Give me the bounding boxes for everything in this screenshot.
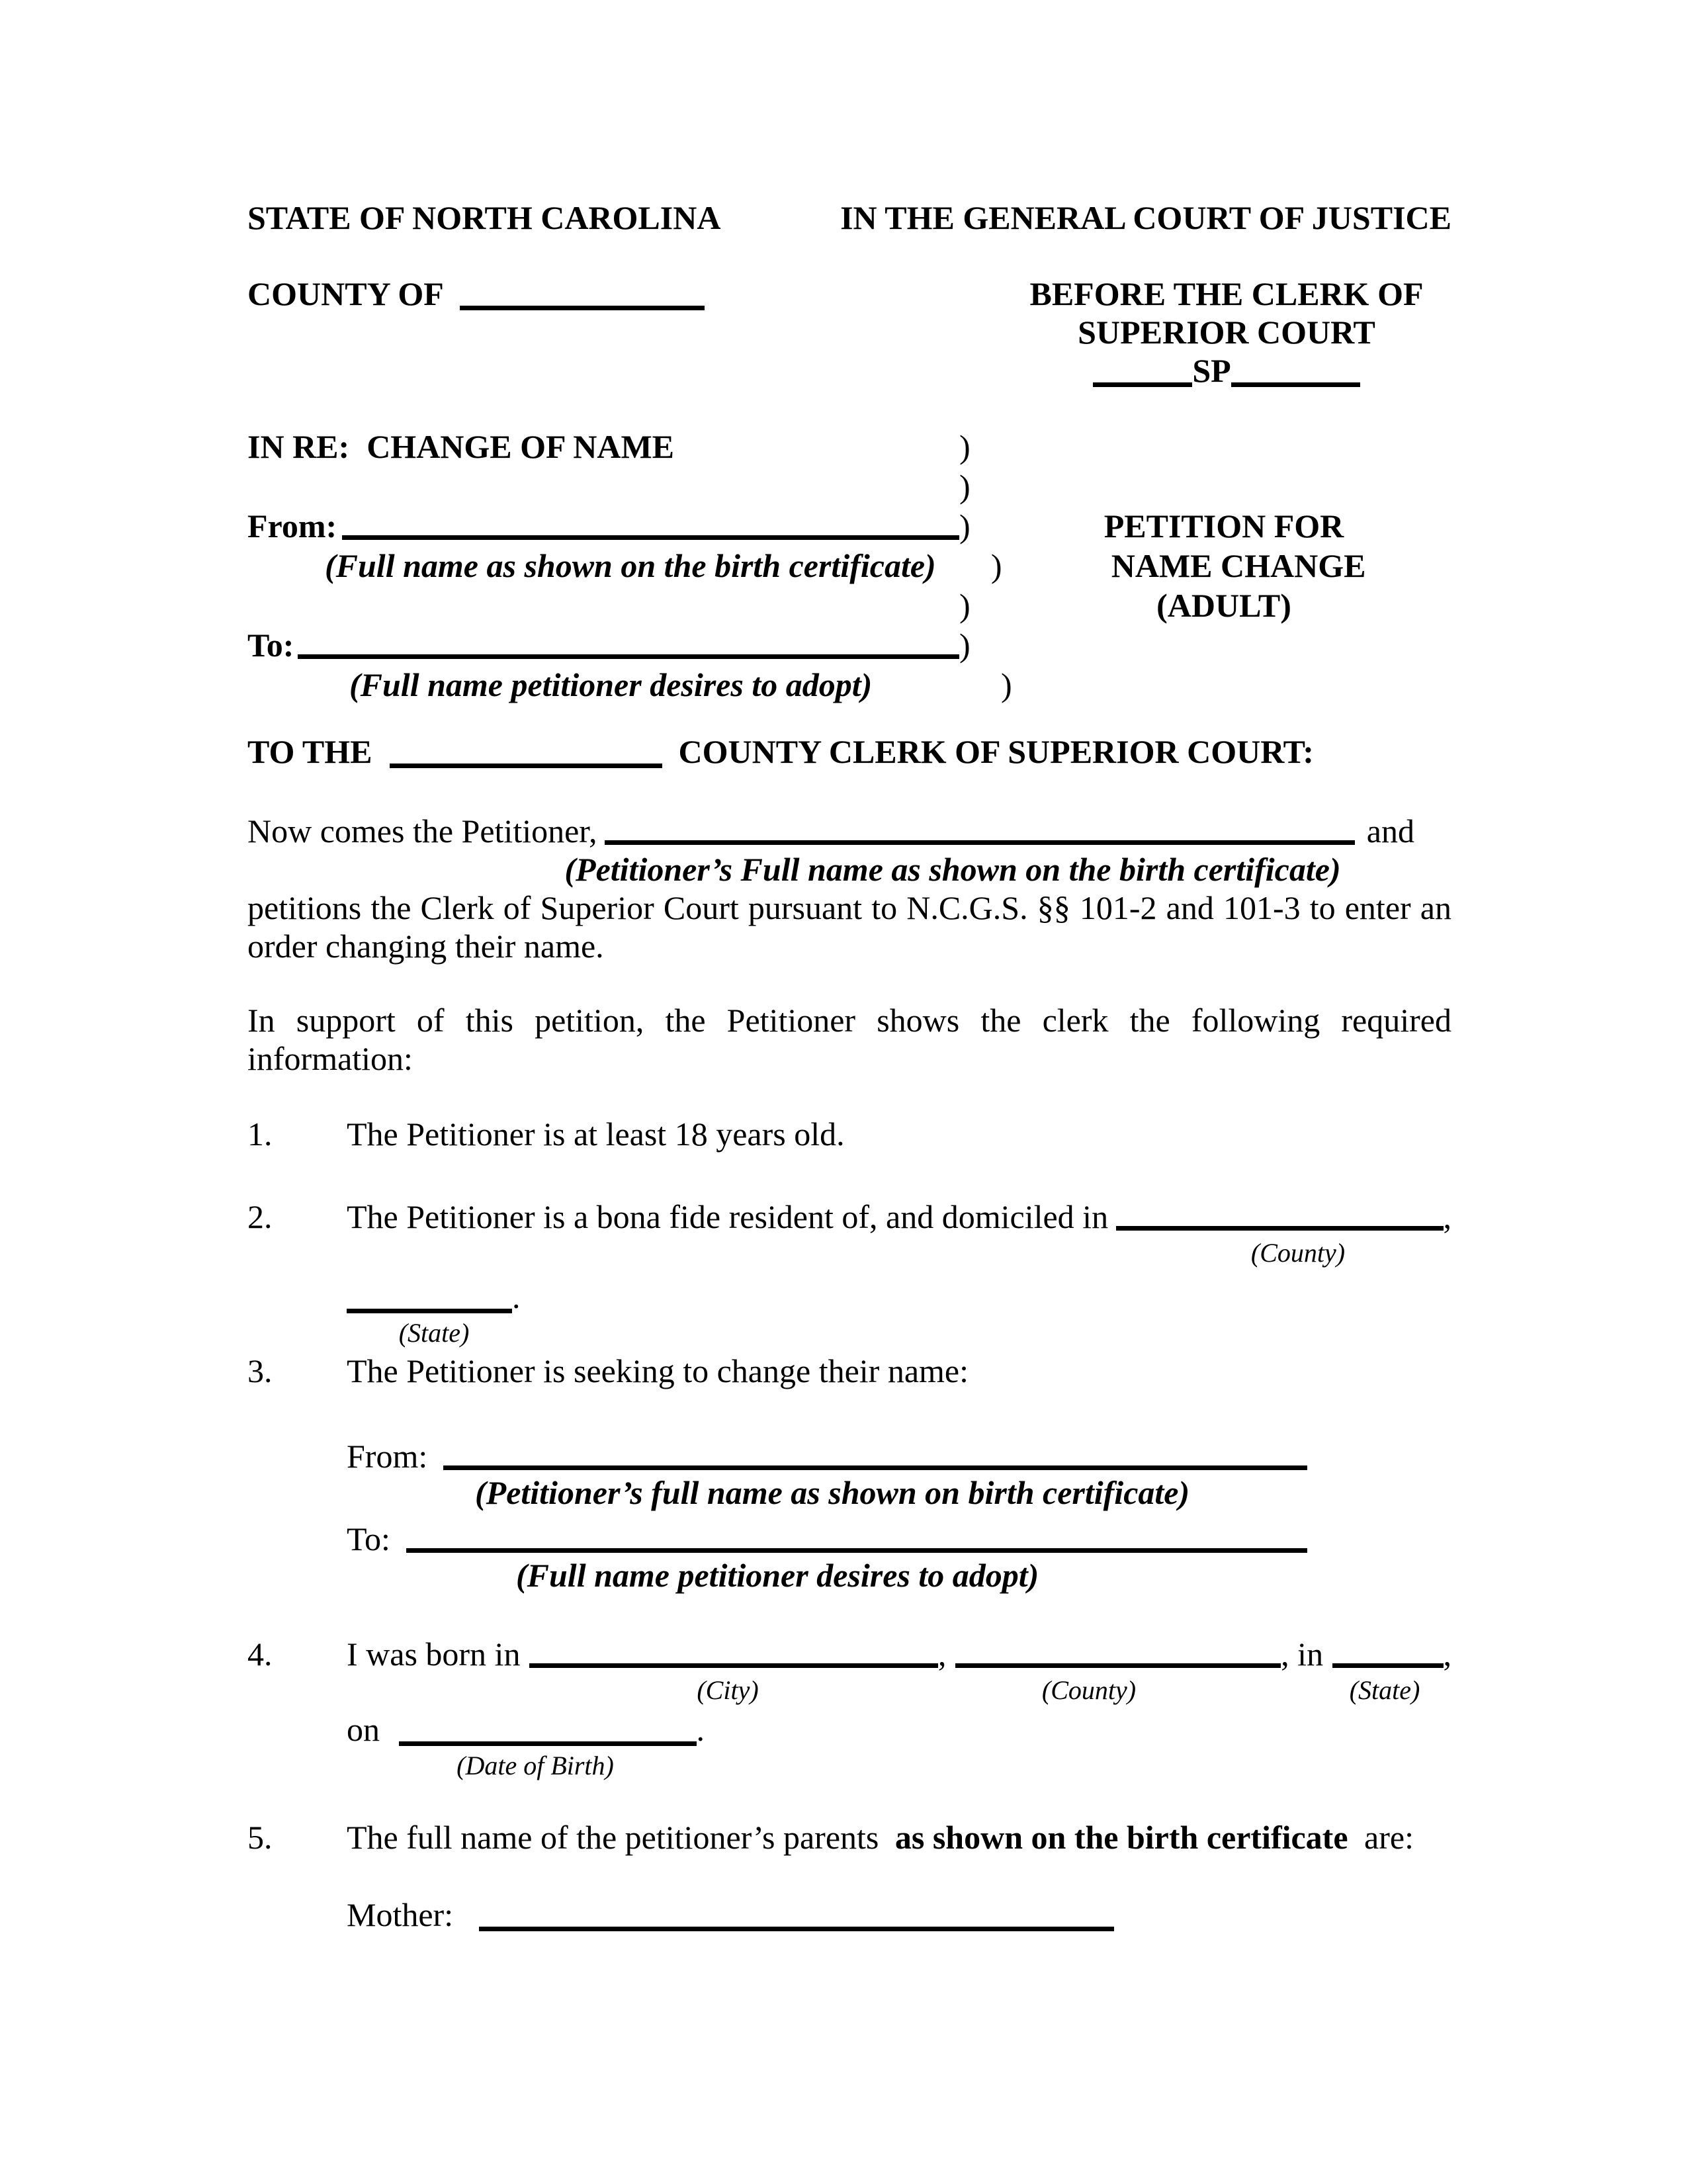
item-2-period: . bbox=[512, 1278, 521, 1315]
birth-place-line bbox=[347, 1635, 1451, 1673]
caption-row-to-note bbox=[247, 665, 1451, 705]
caption-paren: ) bbox=[959, 468, 971, 505]
item-4-on-word: on bbox=[347, 1711, 380, 1748]
petition-title-2: NAME CHANGE bbox=[1111, 547, 1366, 584]
caption-paren: ) bbox=[959, 587, 971, 624]
county-of-blank[interactable] bbox=[460, 306, 705, 310]
salutation-county-blank[interactable] bbox=[390, 764, 662, 768]
petitioner-name-blank[interactable] bbox=[605, 840, 1354, 845]
sp-case-number-line bbox=[1002, 351, 1451, 390]
sp-prefix-blank[interactable] bbox=[1093, 382, 1192, 387]
caption-paren: ) bbox=[1000, 666, 1012, 703]
item-1-number: 1. bbox=[247, 1115, 273, 1153]
birth-state-blank[interactable] bbox=[1332, 1663, 1443, 1668]
county-of-line bbox=[247, 275, 705, 390]
in-re-text: CHANGE OF NAME bbox=[367, 428, 674, 465]
header-row-2 bbox=[247, 275, 1451, 390]
caption-from-note: (Full name as shown on the birth certificate) bbox=[325, 547, 936, 584]
now-comes-text: Now comes the Petitioner, bbox=[247, 812, 597, 850]
court-title: IN THE GENERAL COURT OF JUSTICE bbox=[840, 199, 1451, 236]
county-of-label: COUNTY OF bbox=[247, 275, 443, 312]
state-field-label: (State) bbox=[398, 1318, 470, 1348]
item-1-text: The Petitioner is at least 18 years old. bbox=[347, 1115, 845, 1153]
birth-city-blank[interactable] bbox=[529, 1663, 937, 1668]
item-4-lead: I was born in bbox=[347, 1636, 521, 1673]
item-2-comma: , bbox=[1443, 1198, 1451, 1235]
change-from-label: From: bbox=[347, 1438, 428, 1475]
caption-to-name-blank[interactable] bbox=[298, 654, 959, 659]
residence-state-blank[interactable] bbox=[347, 1309, 512, 1313]
mother-label: Mother: bbox=[347, 1896, 454, 1933]
list-item-4 bbox=[247, 1635, 1451, 1783]
caption-paren: ) bbox=[959, 627, 971, 664]
state-title: STATE OF NORTH CAROLINA bbox=[247, 199, 721, 236]
list-item-5 bbox=[247, 1818, 1451, 1934]
salutation-to-the: TO THE bbox=[247, 733, 372, 770]
item-5-lead: The full name of the petitioner’s parents bbox=[347, 1819, 879, 1856]
caption-row-to bbox=[247, 625, 1451, 665]
item-4-comma-1: , bbox=[937, 1636, 947, 1673]
change-from-note: (Petitioner’s full name as shown on birth certificate) bbox=[475, 1474, 1190, 1511]
salutation-line bbox=[247, 732, 1451, 771]
list-item-1 bbox=[247, 1115, 1451, 1153]
item-5-bold: as shown on the birth certificate bbox=[894, 1819, 1348, 1856]
case-caption-block bbox=[247, 427, 1451, 705]
caption-to-label: To: bbox=[247, 627, 294, 664]
change-to-label: To: bbox=[347, 1520, 390, 1557]
residence-county-blank[interactable] bbox=[1116, 1226, 1443, 1231]
item-4-in-word: , in bbox=[1281, 1636, 1324, 1673]
change-to-note: (Full name petitioner desires to adopt) bbox=[516, 1557, 1039, 1594]
in-re-line bbox=[247, 427, 959, 466]
item-5-number: 5. bbox=[247, 1819, 273, 1856]
item-2-lead: The Petitioner is a bona fide resident of, and domiciled in bbox=[347, 1198, 1109, 1235]
caption-row-spacer-1 bbox=[247, 466, 1451, 506]
item-4-comma-2: , bbox=[1443, 1636, 1451, 1673]
salutation-rest: COUNTY CLERK OF SUPERIOR COURT: bbox=[678, 733, 1314, 770]
birth-date-blank[interactable] bbox=[399, 1741, 697, 1746]
residence-state-line bbox=[347, 1278, 1451, 1316]
state-label-row bbox=[347, 1316, 1451, 1350]
caption-row-spacer-2 bbox=[247, 586, 1451, 625]
opening-body: petitions the Clerk of Superior Court pursuant to N.C.G.S. §§ 101-2 and 101-3 to enter an order changing their name. bbox=[247, 889, 1451, 965]
dob-field-label: (Date of Birth) bbox=[456, 1751, 614, 1780]
item-4-number: 4. bbox=[247, 1636, 273, 1673]
list-item-3 bbox=[247, 1352, 1451, 1593]
support-paragraph: In support of this petition, the Petitioner shows the clerk the following required information: bbox=[247, 1002, 1451, 1077]
change-from-line bbox=[347, 1437, 1307, 1475]
petition-title-3: (ADULT) bbox=[1156, 587, 1291, 624]
mother-line bbox=[347, 1896, 1451, 1934]
opening-paragraph bbox=[247, 812, 1451, 965]
caption-row-from-note bbox=[247, 546, 1451, 586]
change-to-name-blank[interactable] bbox=[406, 1548, 1307, 1553]
change-from-name-blank[interactable] bbox=[443, 1465, 1307, 1470]
mother-name-blank[interactable] bbox=[479, 1927, 1114, 1931]
birth-state-field-label: (State) bbox=[1349, 1675, 1420, 1705]
city-field-label: (City) bbox=[697, 1675, 759, 1705]
caption-paren: ) bbox=[959, 507, 971, 545]
parents-line bbox=[347, 1818, 1451, 1856]
residence-line bbox=[347, 1198, 1451, 1236]
list-item-2 bbox=[247, 1198, 1451, 1350]
caption-from-label: From: bbox=[247, 507, 337, 545]
change-to-line bbox=[347, 1520, 1307, 1558]
item-5-tail: are: bbox=[1364, 1819, 1414, 1856]
birth-labels-row bbox=[347, 1673, 1451, 1708]
petition-title-1: PETITION FOR bbox=[1103, 507, 1344, 545]
sp-label: SP bbox=[1192, 352, 1231, 389]
item-3-lead: The Petitioner is seeking to change their name: bbox=[347, 1352, 969, 1389]
and-word: and bbox=[1366, 812, 1414, 850]
county-field-label: (County) bbox=[1250, 1238, 1346, 1268]
birth-date-line bbox=[347, 1710, 1451, 1749]
form-content bbox=[247, 198, 1451, 1934]
item-4-period: . bbox=[696, 1711, 705, 1748]
before-clerk-line: BEFORE THE CLERK OF bbox=[1029, 275, 1424, 312]
caption-row-inre bbox=[247, 427, 1451, 466]
caption-to-note: (Full name petitioner desires to adopt) bbox=[349, 666, 873, 703]
caption-from-name-blank[interactable] bbox=[342, 535, 959, 540]
caption-paren: ) bbox=[990, 547, 1002, 584]
superior-court-line: SUPERIOR COURT bbox=[1078, 314, 1375, 351]
header-row-1 bbox=[247, 198, 1451, 237]
birth-county-blank[interactable] bbox=[955, 1663, 1281, 1668]
caption-row-from bbox=[247, 506, 1451, 546]
caption-paren: ) bbox=[959, 428, 971, 465]
county-label-row bbox=[347, 1236, 1451, 1270]
clerk-block bbox=[1002, 275, 1451, 390]
sp-suffix-blank[interactable] bbox=[1231, 382, 1360, 387]
item-3-number: 3. bbox=[247, 1352, 273, 1389]
in-re-label: IN RE: bbox=[247, 428, 350, 465]
dob-label-row bbox=[347, 1749, 1451, 1783]
birth-county-field-label: (County) bbox=[1041, 1675, 1137, 1705]
now-comes-line bbox=[247, 812, 1451, 850]
item-2-number: 2. bbox=[247, 1198, 273, 1235]
petitioner-name-note: (Petitioner’s Full name as shown on the birth certificate) bbox=[564, 851, 1341, 888]
